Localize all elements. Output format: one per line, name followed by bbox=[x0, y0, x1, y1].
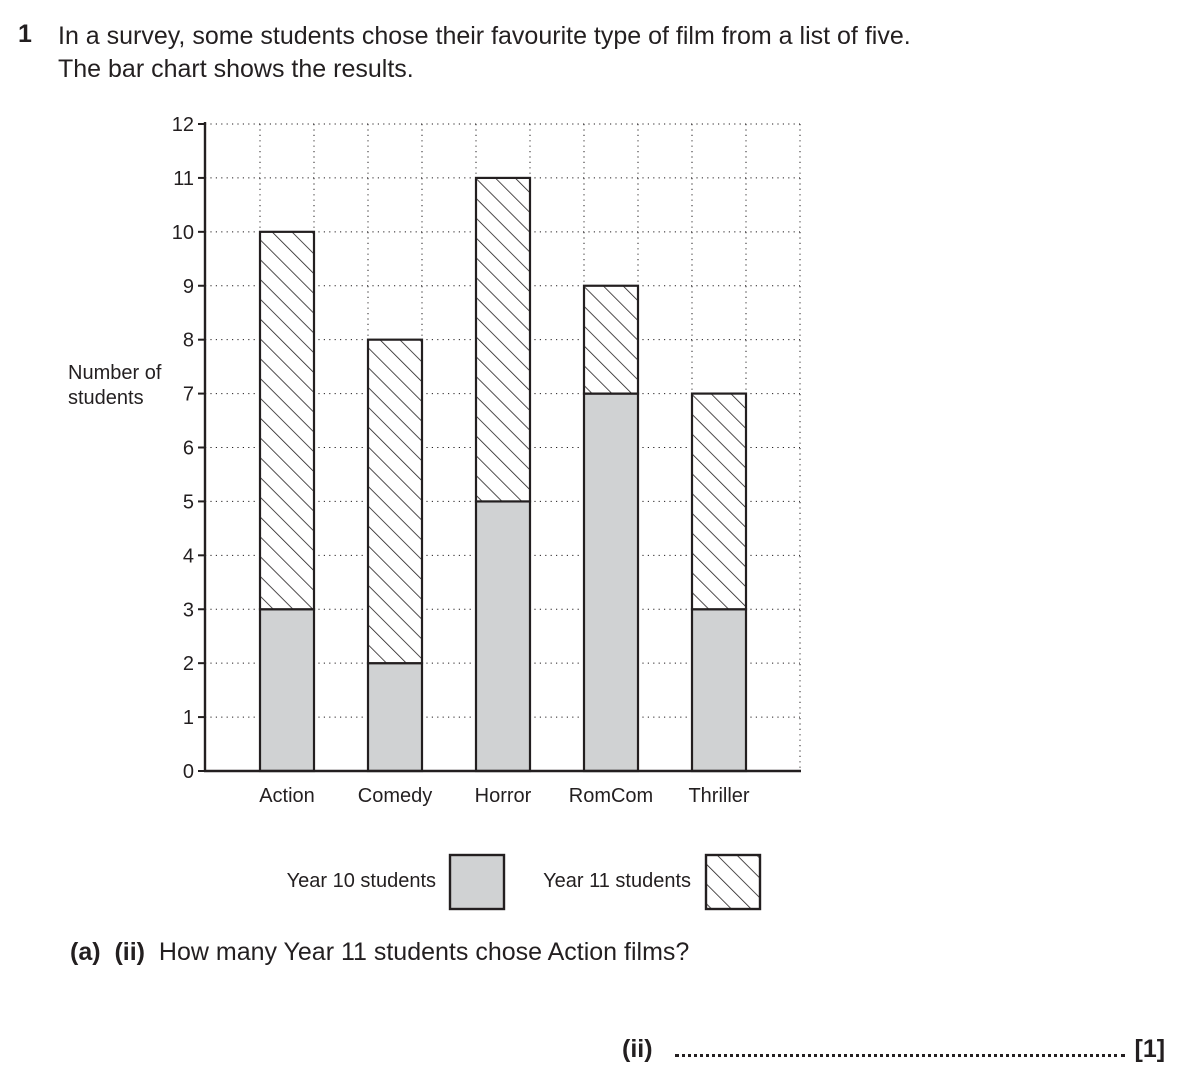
bar-segment-year11 bbox=[584, 286, 638, 394]
y-tick-label: 0 bbox=[182, 761, 194, 783]
legend-label-year10: Year 10 students bbox=[286, 870, 436, 892]
bar-segment-year11 bbox=[476, 178, 530, 502]
y-tick-label: 11 bbox=[173, 167, 194, 190]
y-tick-label: 8 bbox=[182, 329, 194, 352]
svg-text:students: students bbox=[68, 387, 144, 409]
y-tick-label: 9 bbox=[182, 275, 194, 298]
bar-segment-year10 bbox=[692, 609, 746, 771]
legend bbox=[287, 855, 760, 909]
bar-segment-year11 bbox=[692, 394, 746, 610]
subquestion-text: How many Year 11 students chose Action films? bbox=[158, 938, 690, 966]
x-axis-labels bbox=[259, 785, 750, 807]
bar-segment-year10 bbox=[368, 663, 422, 771]
bar-segment-year10 bbox=[476, 501, 530, 771]
answer-label: (ii) bbox=[622, 1035, 653, 1063]
part-label: (a) bbox=[70, 938, 101, 966]
question-number: 1 bbox=[18, 20, 32, 48]
y-tick-label: 3 bbox=[182, 599, 194, 622]
y-tick-label: 6 bbox=[182, 437, 194, 460]
y-axis-label bbox=[68, 362, 162, 409]
y-tick-label: 1 bbox=[182, 707, 194, 730]
x-tick-label: Comedy bbox=[357, 785, 433, 807]
bar-horror bbox=[476, 178, 530, 771]
legend-swatch-year10 bbox=[450, 855, 504, 909]
x-tick-label: Action bbox=[259, 785, 315, 807]
y-tick-label: 7 bbox=[182, 383, 194, 406]
x-tick-label: Thriller bbox=[688, 785, 750, 807]
bar-segment-year10 bbox=[584, 394, 638, 771]
y-tick-label: 10 bbox=[171, 221, 194, 244]
y-tick-label: 5 bbox=[182, 491, 194, 514]
bar-segment-year10 bbox=[260, 609, 314, 771]
bar-segment-year11 bbox=[368, 340, 422, 663]
subquestion bbox=[70, 938, 689, 967]
bar-comedy bbox=[368, 340, 422, 771]
answer-line bbox=[622, 1034, 1165, 1064]
x-tick-label: Horror bbox=[474, 785, 532, 807]
y-tick-label: 2 bbox=[182, 653, 194, 676]
y-tick-label: 12 bbox=[171, 114, 194, 136]
svg-text:Number of: Number of bbox=[68, 362, 162, 384]
bar-segment-year11 bbox=[260, 232, 314, 609]
question-line-2: The bar chart shows the results. bbox=[58, 55, 414, 83]
marks-label: [1] bbox=[1134, 1035, 1166, 1063]
answer-input[interactable] bbox=[675, 1034, 1125, 1057]
bar-thriller bbox=[692, 394, 746, 771]
question-line-1: In a survey, some students chose their favourite type of film from a list of five. bbox=[58, 22, 911, 50]
legend-label-year11: Year 11 students bbox=[543, 870, 691, 892]
subpart-label: (ii) bbox=[114, 938, 146, 966]
y-axis-ticks bbox=[172, 114, 205, 783]
legend-swatch-year11 bbox=[706, 855, 760, 909]
x-tick-label: RomCom bbox=[568, 785, 654, 807]
bar-action bbox=[260, 232, 314, 771]
bar-romcom bbox=[584, 286, 638, 771]
y-tick-label: 4 bbox=[182, 545, 194, 568]
bars bbox=[260, 178, 746, 771]
